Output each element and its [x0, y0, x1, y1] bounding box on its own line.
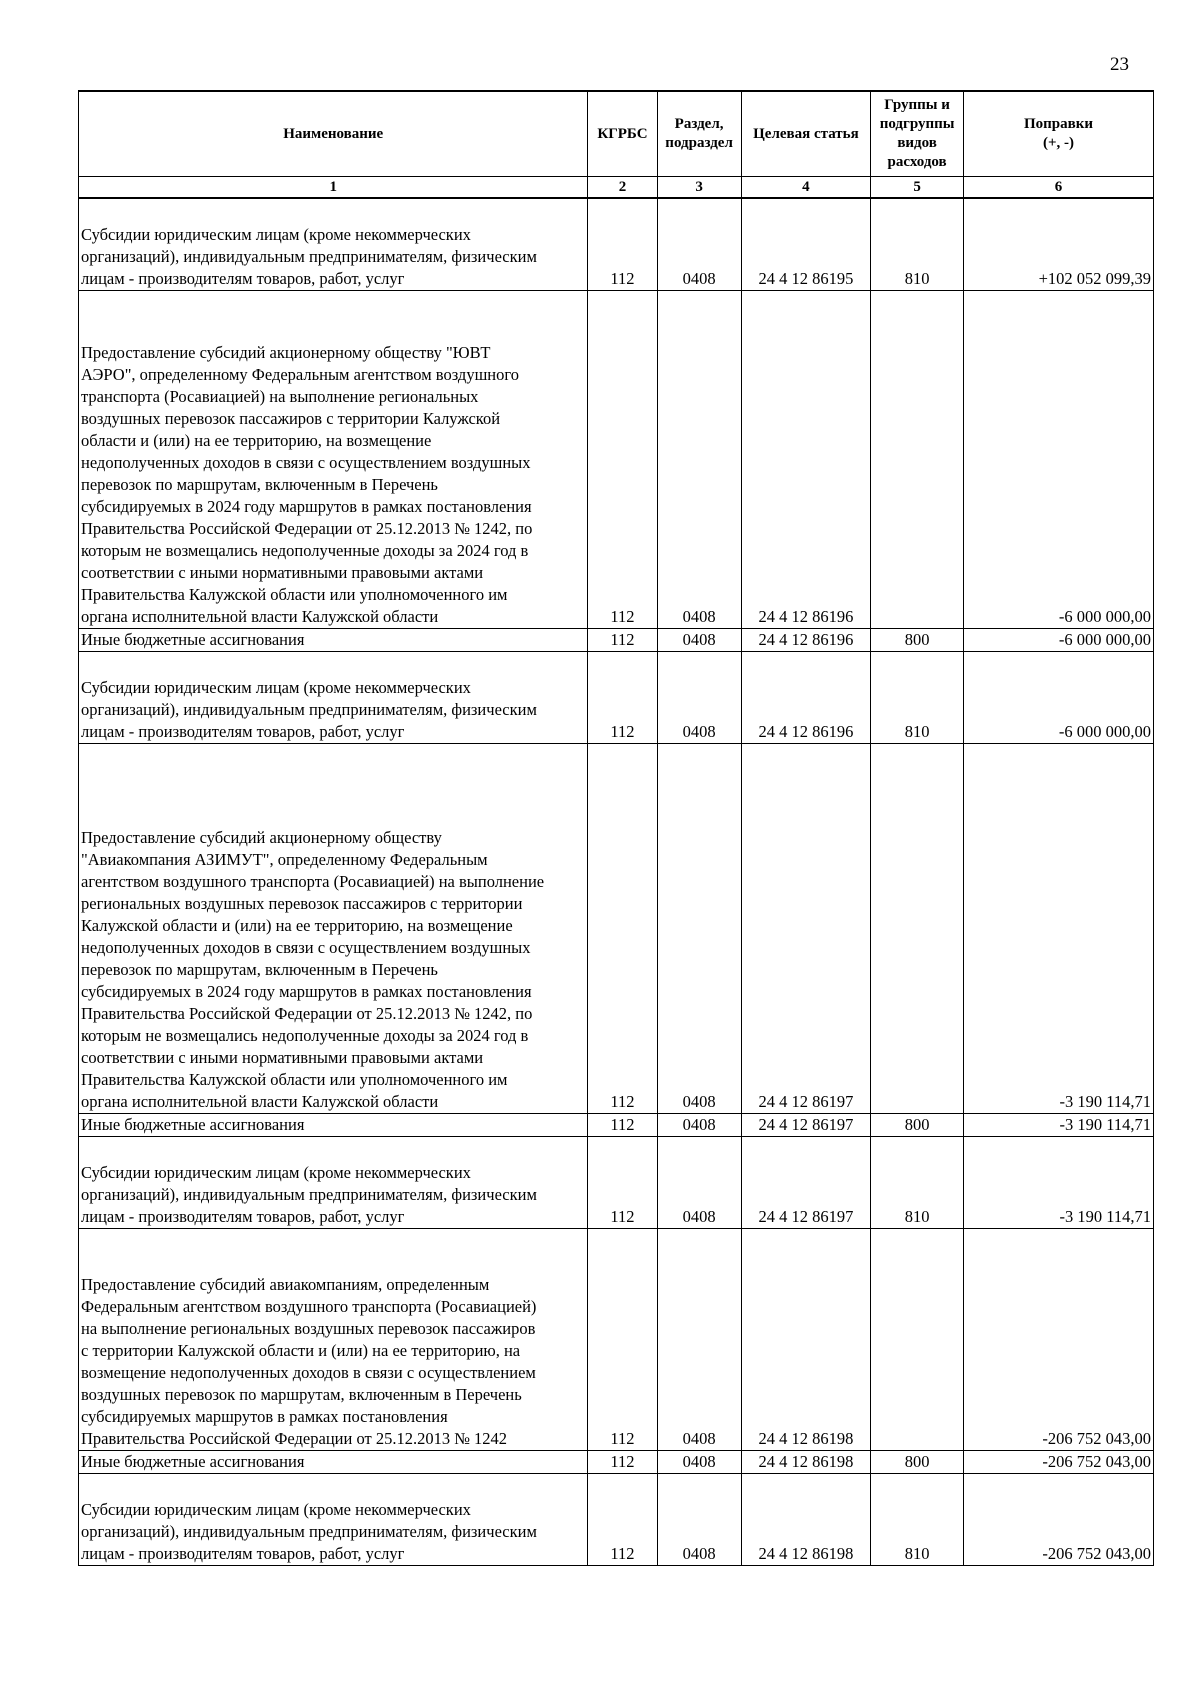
row-amount: -3 190 114,71	[964, 1136, 1154, 1228]
table-row	[79, 198, 1154, 290]
row-amount: +102 052 099,39	[964, 198, 1154, 290]
row-section: 0408	[657, 743, 741, 1113]
row-target-article: 24 4 12 86196	[741, 651, 871, 743]
row-kgrbs: 112	[588, 1136, 657, 1228]
header-section: Раздел, подраздел	[657, 91, 741, 177]
column-number: 2	[588, 177, 657, 199]
table-row	[79, 651, 1154, 743]
row-amount: -6 000 000,00	[964, 628, 1154, 651]
row-name: Иные бюджетные ассигнования	[79, 628, 588, 651]
row-name: Предоставление субсидий акционерному обществу "Авиакомпания АЗИМУТ", определенному Федеральным агентством воздушного транспорта (Росавиацией) на выполнение региональных воздушных перевозок пассажиров с территории Калужской области и (или) на ее территорию, на возмещение недополученных доходов в связи с осуществлением воздушных перевозок по маршрутам, включенным в Перечень субсидируемых в 2024 году маршрутов в рамках постановления Правительства Российской Федерации от 25.12.2013 № 1242, по которым не возмещались недополученные доходы за 2024 год в соответствии с иными нормативными правовыми актами Правительства Калужской области или уполномоченного им органа исполнительной власти Калужской области	[79, 743, 588, 1113]
row-target-article: 24 4 12 86196	[741, 628, 871, 651]
row-kgrbs: 112	[588, 290, 657, 628]
column-number: 6	[964, 177, 1154, 199]
row-expense-group: 810	[871, 198, 964, 290]
row-expense-group	[871, 1228, 964, 1450]
row-target-article: 24 4 12 86195	[741, 198, 871, 290]
row-name: Иные бюджетные ассигнования	[79, 1113, 588, 1136]
row-target-article: 24 4 12 86198	[741, 1450, 871, 1473]
row-section: 0408	[657, 1136, 741, 1228]
row-kgrbs: 112	[588, 1113, 657, 1136]
header-kgrbs: КГРБС	[588, 91, 657, 177]
row-target-article: 24 4 12 86197	[741, 1113, 871, 1136]
page-number: 23	[1110, 54, 1129, 75]
table-row	[79, 1450, 1154, 1473]
row-section: 0408	[657, 651, 741, 743]
table-row	[79, 1228, 1154, 1450]
row-section: 0408	[657, 1228, 741, 1450]
row-name: Субсидии юридическим лицам (кроме некоммерческих организаций), индивидуальным предпринимателям, физическим лицам - производителям товаров, работ, услуг	[79, 1136, 588, 1228]
row-kgrbs: 112	[588, 1228, 657, 1450]
row-amount: -6 000 000,00	[964, 290, 1154, 628]
row-section: 0408	[657, 1113, 741, 1136]
row-section: 0408	[657, 198, 741, 290]
row-kgrbs: 112	[588, 198, 657, 290]
row-target-article: 24 4 12 86198	[741, 1473, 871, 1565]
header-amendments: Поправки (+, -)	[964, 91, 1154, 177]
row-expense-group: 810	[871, 1473, 964, 1565]
header-name: Наименование	[79, 91, 588, 177]
row-target-article: 24 4 12 86197	[741, 743, 871, 1113]
row-amount: -3 190 114,71	[964, 1113, 1154, 1136]
table-row	[79, 1136, 1154, 1228]
row-expense-group: 800	[871, 1113, 964, 1136]
column-number: 1	[79, 177, 588, 199]
row-target-article: 24 4 12 86197	[741, 1136, 871, 1228]
row-expense-group	[871, 743, 964, 1113]
column-number: 3	[657, 177, 741, 199]
row-expense-group: 810	[871, 651, 964, 743]
row-section: 0408	[657, 628, 741, 651]
header-expense-group: Группы и подгруппы видов расходов	[871, 91, 964, 177]
table-header	[79, 91, 1154, 198]
row-amount: -206 752 043,00	[964, 1473, 1154, 1565]
row-amount: -206 752 043,00	[964, 1228, 1154, 1450]
row-kgrbs: 112	[588, 628, 657, 651]
row-kgrbs: 112	[588, 1450, 657, 1473]
column-number: 5	[871, 177, 964, 199]
row-target-article: 24 4 12 86198	[741, 1228, 871, 1450]
row-name: Субсидии юридическим лицам (кроме некоммерческих организаций), индивидуальным предпринимателям, физическим лицам - производителям товаров, работ, услуг	[79, 198, 588, 290]
header-target-article: Целевая статья	[741, 91, 871, 177]
table-row	[79, 743, 1154, 1113]
row-expense-group: 810	[871, 1136, 964, 1228]
row-expense-group: 800	[871, 1450, 964, 1473]
row-amount: -206 752 043,00	[964, 1450, 1154, 1473]
row-section: 0408	[657, 290, 741, 628]
table-row	[79, 628, 1154, 651]
column-number: 4	[741, 177, 871, 199]
table-row	[79, 1473, 1154, 1565]
table-row	[79, 1113, 1154, 1136]
row-kgrbs: 112	[588, 651, 657, 743]
row-kgrbs: 112	[588, 743, 657, 1113]
row-target-article: 24 4 12 86196	[741, 290, 871, 628]
row-name: Предоставление субсидий авиакомпаниям, определенным Федеральным агентством воздушного транспорта (Росавиацией) на выполнение региональных воздушных перевозок пассажиров с территории Калужской области и (или) на ее территорию, на возмещение недополученных доходов в связи с осуществлением воздушных перевозок по маршрутам, включенным в Перечень субсидируемых маршрутов в рамках постановления Правительства Российской Федерации от 25.12.2013 № 1242	[79, 1228, 588, 1450]
row-amount: -3 190 114,71	[964, 743, 1154, 1113]
row-expense-group: 800	[871, 628, 964, 651]
row-name: Субсидии юридическим лицам (кроме некоммерческих организаций), индивидуальным предпринимателям, физическим лицам - производителям товаров, работ, услуг	[79, 1473, 588, 1565]
row-section: 0408	[657, 1473, 741, 1565]
row-name: Субсидии юридическим лицам (кроме некоммерческих организаций), индивидуальным предпринимателям, физическим лицам - производителям товаров, работ, услуг	[79, 651, 588, 743]
row-name: Предоставление субсидий акционерному обществу "ЮВТ АЭРО", определенному Федеральным агентством воздушного транспорта (Росавиацией) на выполнение региональных воздушных перевозок пассажиров с территории Калужской области и (или) на ее территорию, на возмещение недополученных доходов в связи с осуществлением воздушных перевозок по маршрутам, включенным в Перечень субсидируемых в 2024 году маршрутов в рамках постановления Правительства Российской Федерации от 25.12.2013 № 1242, по которым не возмещались недополученные доходы за 2024 год в соответствии с иными нормативными правовыми актами Правительства Калужской области или уполномоченного им органа исполнительной власти Калужской области	[79, 290, 588, 628]
table-row	[79, 290, 1154, 628]
row-section: 0408	[657, 1450, 741, 1473]
row-expense-group	[871, 290, 964, 628]
row-amount: -6 000 000,00	[964, 651, 1154, 743]
row-name: Иные бюджетные ассигнования	[79, 1450, 588, 1473]
budget-amendments-table	[78, 90, 1154, 1566]
row-kgrbs: 112	[588, 1473, 657, 1565]
